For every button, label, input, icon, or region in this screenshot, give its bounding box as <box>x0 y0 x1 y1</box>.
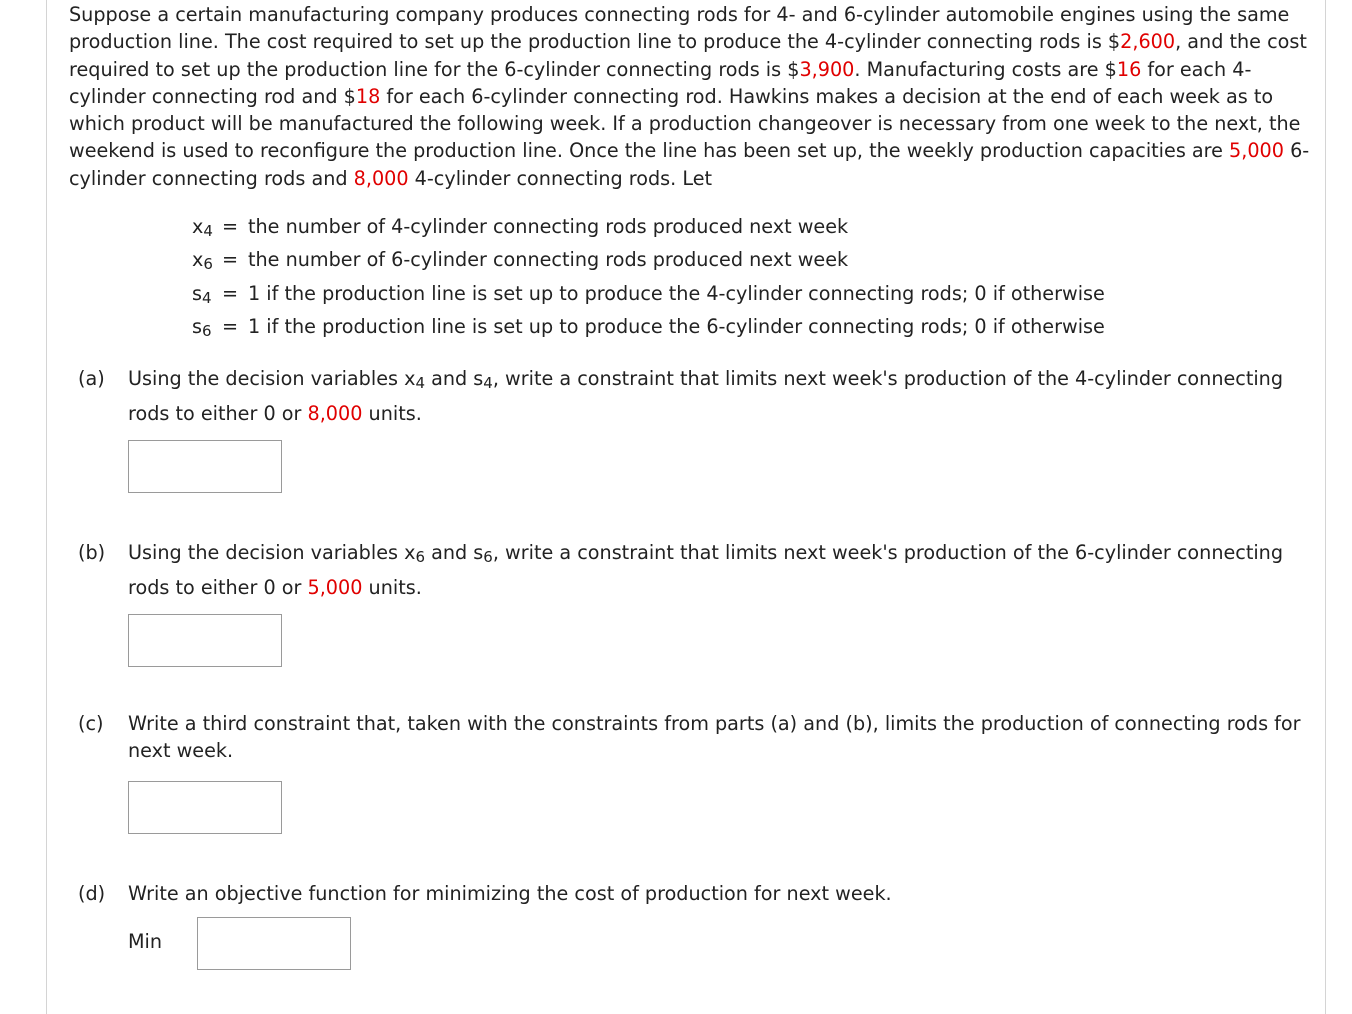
definition-row <box>192 210 1105 243</box>
answer-input-b[interactable] <box>128 614 282 667</box>
intro-text-5: for each 6-cylinder connecting rod. Hawkins makes a decision at the end of each week as to which product will be manufactured the following week. If a production changeover is necessary from one week to the next, the weekend is used to reconfigure the production line. Once the line has been set up, the weekly production capacities are <box>69 84 1301 163</box>
part-d-prompt: Write an objective function for minimizing the cost of production for next week. <box>128 882 892 905</box>
definition-text: 1 if the production line is set up to produce the 4-cylinder connecting rods; 0 if otherwise <box>248 281 1105 305</box>
capacity-4: 8,000 <box>353 166 409 190</box>
equals-sign: = <box>222 248 239 272</box>
equals-sign: = <box>222 281 239 305</box>
unit-cost-6: 18 <box>355 84 381 108</box>
intro-text-3: . Manufacturing costs are $ <box>854 57 1117 81</box>
variable-symbol: $x_6$ <box>192 248 213 274</box>
answer-input-d[interactable] <box>197 917 351 970</box>
definition-text: 1 if the production line is set up to produce the 6-cylinder connecting rods; 0 if otherwise <box>248 314 1105 338</box>
min-label: Min <box>128 930 163 953</box>
part-a-label: (a) <box>78 367 105 390</box>
problem-statement <box>69 1 1319 192</box>
part-b-label: (b) <box>78 541 106 564</box>
part-a <box>78 362 1308 430</box>
variable-definitions <box>192 210 1105 343</box>
part-b-capacity: 5,000 <box>307 576 363 599</box>
intro-text-2: , and the cost required to set up the production line for the 6-cylinder connecting rods is $ <box>69 30 1307 81</box>
part-d-label: (d) <box>78 882 106 905</box>
part-d <box>78 877 1308 910</box>
intro-text-6: 6-cylinder connecting rods and <box>69 139 1310 190</box>
part-a-prompt: Using the decision variables $x_4$ and $s_4$, write a constraint that limits next week's production of the 4-cylinder connecting rods to either 0 or 8,000 units. <box>128 367 1284 425</box>
part-c-prompt: Write a third constraint that, taken with the constraints from parts (a) and (b), limits the production of connecting rods for next week. <box>128 712 1301 763</box>
part-c <box>78 710 1308 765</box>
variable-symbol: $s_6$ <box>192 314 212 340</box>
equals-sign: = <box>222 314 239 338</box>
intro-text-1: Suppose a certain manufacturing company produces connecting rods for 4- and 6-cylinder automobile engines using the same production line. The cost required to set up the production line to produce the 4-cylinder connecting rods is $ <box>69 3 1290 54</box>
intro-text-7: 4-cylinder connecting rods. Let <box>408 166 713 190</box>
definition-row <box>192 243 1105 276</box>
definition-text: the number of 6-cylinder connecting rods produced next week <box>248 248 849 272</box>
intro-text-4: for each 4-cylinder connecting rod and $ <box>69 57 1252 108</box>
definition-row <box>192 277 1105 310</box>
variable-symbol: $x_4$ <box>192 215 213 240</box>
setup-cost-6: 3,900 <box>799 57 855 81</box>
unit-cost-4: 16 <box>1116 57 1142 81</box>
part-b <box>78 536 1308 604</box>
setup-cost-4: 2,600 <box>1120 30 1176 54</box>
variable-symbol: $s_4$ <box>192 281 212 307</box>
capacity-6: 5,000 <box>1229 139 1284 163</box>
equals-sign: = <box>222 215 239 238</box>
definition-text: the number of 4-cylinder connecting rods produced next week <box>248 215 849 238</box>
answer-input-a[interactable] <box>128 440 282 493</box>
definition-row <box>192 310 1105 343</box>
answer-input-c[interactable] <box>128 781 282 834</box>
part-b-prompt: Using the decision variables $x_6$ and $s_6$, write a constraint that limits next week's production of the 6-cylinder connecting rods to either 0 or 5,000 units. <box>128 541 1284 599</box>
part-a-capacity: 8,000 <box>307 402 363 425</box>
part-c-label: (c) <box>78 712 104 735</box>
